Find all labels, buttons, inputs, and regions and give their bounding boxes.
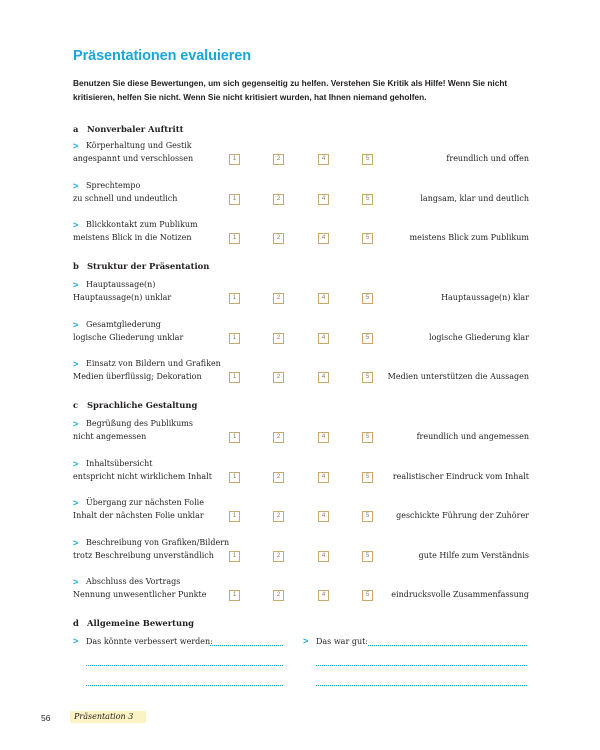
negative-label: meistens Blick in die Notizen [73, 233, 192, 242]
positive-label: freundlich und angemessen [416, 432, 529, 441]
rating-box-1[interactable]: 1 [229, 511, 240, 522]
rating-box-5[interactable]: 5 [362, 194, 373, 205]
negative-label: entspricht nicht wirklichem Inhalt [73, 472, 212, 481]
rating-box-5[interactable]: 5 [362, 472, 373, 483]
item-title: Einsatz von Bildern und Grafiken [86, 359, 221, 368]
rating-box-2[interactable]: 2 [273, 154, 284, 165]
positive-label: geschickte Führung der Zuhörer [396, 511, 529, 520]
positive-label: gute Hilfe zum Verständnis [418, 551, 529, 560]
positive-label: meistens Blick zum Publikum [409, 233, 529, 242]
rating-box-2[interactable]: 2 [273, 511, 284, 522]
rating-box-4[interactable]: 4 [318, 551, 329, 562]
rating-box-1[interactable]: 1 [229, 551, 240, 562]
arrow-icon: > [73, 498, 79, 508]
rating-box-4[interactable]: 4 [318, 472, 329, 483]
good-line-3[interactable] [316, 685, 527, 686]
rating-box-1[interactable]: 1 [229, 293, 240, 304]
rating-box-5[interactable]: 5 [362, 551, 373, 562]
rating-box-4[interactable]: 4 [318, 194, 329, 205]
rating-item [73, 459, 529, 487]
section-title: Allgemeine Bewertung [87, 618, 195, 628]
rating-box-5[interactable]: 5 [362, 372, 373, 383]
item-title: Sprechtempo [86, 181, 141, 190]
rating-box-2[interactable]: 2 [273, 194, 284, 205]
item-title: Gesamtgliederung [86, 320, 161, 329]
rating-item [73, 280, 529, 308]
rating-box-5[interactable]: 5 [362, 154, 373, 165]
rating-item [73, 577, 529, 605]
item-title: Beschreibung von Grafiken/Bildern [86, 538, 230, 547]
positive-label: Medien unterstützen die Aussagen [387, 372, 529, 381]
item-title: Begrüßung des Publikums [86, 419, 193, 428]
rating-box-5[interactable]: 5 [362, 233, 373, 244]
rating-box-4[interactable]: 4 [318, 511, 329, 522]
rating-box-2[interactable]: 2 [273, 233, 284, 244]
good-line-1[interactable] [368, 645, 527, 646]
section-heading-c [73, 400, 197, 410]
arrow-icon: > [73, 320, 79, 330]
rating-box-1[interactable]: 1 [229, 590, 240, 601]
positive-label: realistischer Eindruck vom Inhalt [392, 472, 529, 481]
rating-box-5[interactable]: 5 [362, 590, 373, 601]
rating-box-5[interactable]: 5 [362, 333, 373, 344]
rating-box-2[interactable]: 2 [273, 432, 284, 443]
good-line-2[interactable] [316, 665, 527, 666]
chapter-tag: Präsentation 3 [70, 711, 146, 723]
item-title: Blickkontakt zum Publikum [86, 220, 198, 229]
negative-label: logische Gliederung unklar [73, 333, 184, 342]
rating-box-2[interactable]: 2 [273, 590, 284, 601]
positive-label: Hauptaussage(n) klar [441, 293, 529, 302]
rating-box-1[interactable]: 1 [229, 333, 240, 344]
arrow-icon: > [73, 141, 79, 151]
item-title: Hauptaussage(n) [86, 280, 156, 289]
rating-item [73, 181, 529, 209]
arrow-icon: > [73, 459, 79, 469]
rating-box-5[interactable]: 5 [362, 293, 373, 304]
good-label: Das war gut: [316, 637, 368, 646]
section-title: Sprachliche Gestaltung [87, 400, 198, 410]
rating-item [73, 538, 529, 566]
section-letter: b [73, 261, 79, 271]
section-letter: c [73, 400, 79, 410]
rating-box-1[interactable]: 1 [229, 154, 240, 165]
section-title: Struktur der Präsentation [87, 261, 210, 271]
rating-box-4[interactable]: 4 [318, 233, 329, 244]
arrow-icon: > [73, 419, 79, 429]
rating-item [73, 498, 529, 526]
negative-label: Hauptaussage(n) unklar [73, 293, 172, 302]
negative-label: angespannt und verschlossen [73, 154, 194, 163]
rating-box-1[interactable]: 1 [229, 233, 240, 244]
arrow-icon: > [73, 359, 79, 369]
rating-box-1[interactable]: 1 [229, 472, 240, 483]
negative-label: trotz Beschreibung unverständlich [73, 551, 214, 560]
negative-label: Inhalt der nächsten Folie unklar [73, 511, 204, 520]
rating-item [73, 320, 529, 348]
improve-line-2[interactable] [86, 665, 283, 666]
arrow-icon: > [73, 280, 79, 290]
rating-item [73, 359, 529, 387]
improve-line-1[interactable] [210, 645, 283, 646]
improve-line-3[interactable] [86, 685, 283, 686]
positive-label: eindrucksvolle Zusammenfassung [391, 590, 529, 599]
arrow-icon: > [73, 220, 79, 230]
positive-label: logische Gliederung klar [429, 333, 529, 342]
item-title: Übergang zur nächsten Folie [86, 498, 204, 507]
section-heading-a [73, 124, 183, 134]
rating-box-4[interactable]: 4 [318, 590, 329, 601]
negative-label: zu schnell und undeutlich [73, 194, 178, 203]
rating-item [73, 220, 529, 248]
rating-box-4[interactable]: 4 [318, 432, 329, 443]
page-title: Präsentationen evaluieren [73, 48, 252, 64]
section-letter: d [73, 618, 79, 628]
negative-label: Nennung unwesentlicher Punkte [73, 590, 207, 599]
rating-item [73, 419, 529, 447]
rating-box-1[interactable]: 1 [229, 372, 240, 383]
page-number: 56 [41, 713, 51, 723]
item-title: Abschluss des Vortrags [86, 577, 181, 586]
arrow-icon: > [73, 538, 79, 548]
rating-box-2[interactable]: 2 [273, 372, 284, 383]
arrow-icon: > [73, 636, 79, 646]
item-title: Inhaltsübersicht [86, 459, 153, 468]
rating-item [73, 141, 529, 169]
rating-box-4[interactable]: 4 [318, 154, 329, 165]
rating-box-2[interactable]: 2 [273, 293, 284, 304]
item-title: Körperhaltung und Gestik [86, 141, 192, 150]
section-heading-d [73, 618, 194, 628]
intro-text: Benutzen Sie diese Bewertungen, um sich gegenseitig zu helfen. Verstehen Sie Kritik als Hilfe! Wenn Sie nicht kritisieren, helfen Sie nicht. Wenn Sie nicht kritisiert wurden, hat Ihnen niemand geholfen. [73, 78, 508, 102]
section-heading-b [73, 261, 209, 271]
arrow-icon: > [73, 577, 79, 587]
arrow-icon: > [303, 636, 309, 646]
improve-label: Das könnte verbessert werden: [86, 637, 213, 646]
rating-box-1[interactable]: 1 [229, 194, 240, 205]
rating-box-4[interactable]: 4 [318, 293, 329, 304]
negative-label: nicht angemessen [73, 432, 147, 441]
rating-box-2[interactable]: 2 [273, 472, 284, 483]
rating-box-4[interactable]: 4 [318, 372, 329, 383]
rating-box-5[interactable]: 5 [362, 432, 373, 443]
positive-label: freundlich und offen [446, 154, 529, 163]
section-title: Nonverbaler Auftritt [87, 124, 184, 134]
rating-box-2[interactable]: 2 [273, 551, 284, 562]
negative-label: Medien überflüssig; Dekoration [73, 372, 202, 381]
rating-box-1[interactable]: 1 [229, 432, 240, 443]
arrow-icon: > [73, 181, 79, 191]
positive-label: langsam, klar und deutlich [420, 194, 529, 203]
rating-box-2[interactable]: 2 [273, 333, 284, 344]
rating-box-4[interactable]: 4 [318, 333, 329, 344]
rating-box-5[interactable]: 5 [362, 511, 373, 522]
section-letter: a [73, 124, 79, 134]
